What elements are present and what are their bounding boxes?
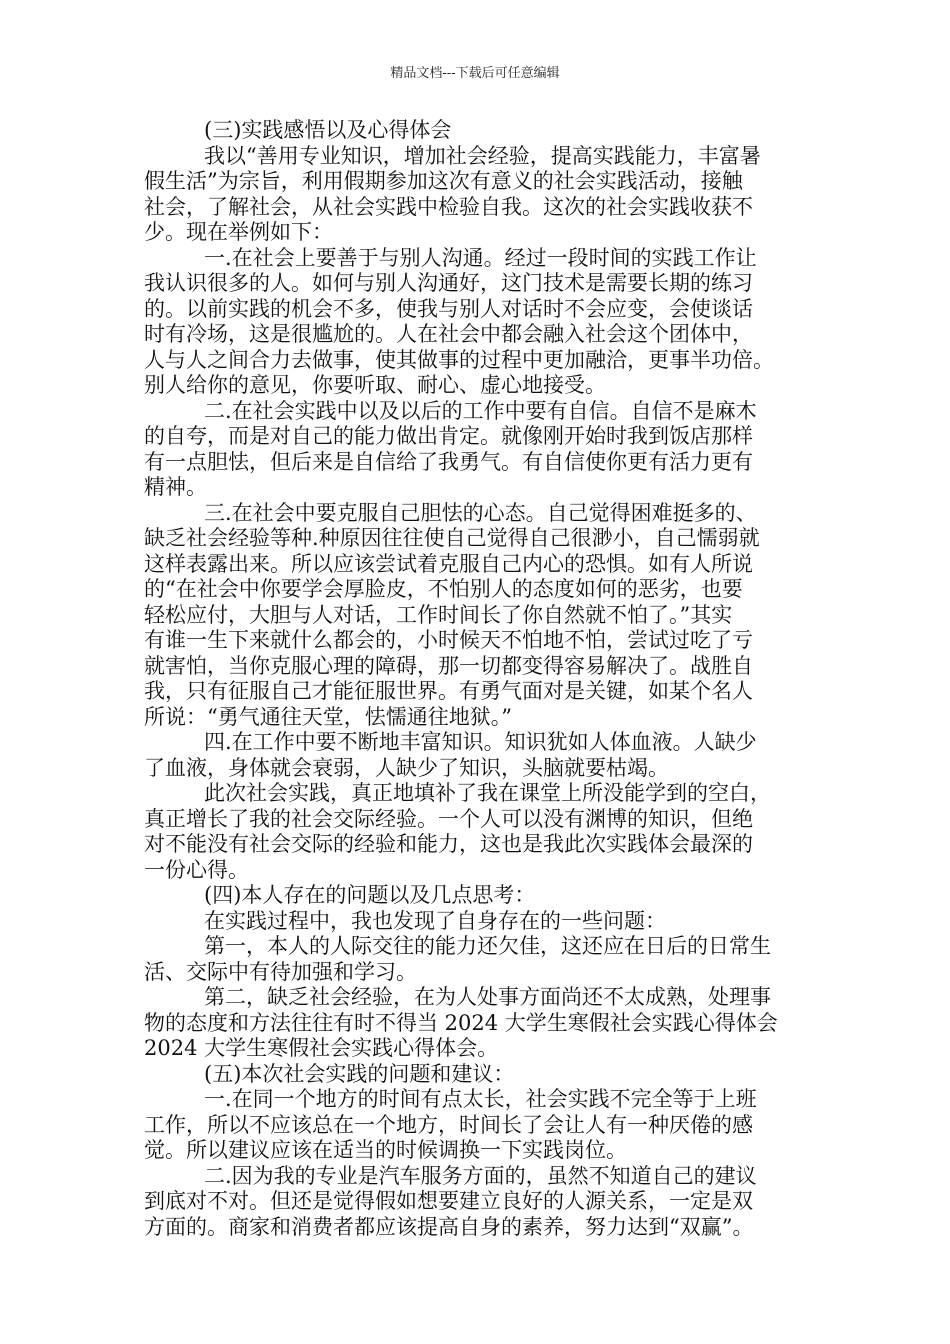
text-line: 觉。所以建议应该在适当的时候调换一下实践岗位。 bbox=[144, 1138, 627, 1162]
text-line: 的。以前实践的机会不多，使我与别人对话时不会应变，会使谈话 bbox=[144, 296, 753, 321]
text-line: 一.在同一个地方的时间有点太长，社会实践不完全等于上班 bbox=[204, 1087, 757, 1111]
text-line: 别人给你的意见，你要听取、耐心、虚心地接受。 bbox=[144, 373, 606, 397]
text-line: 所说：“勇气通往天堂，怯懦通往地狱。” bbox=[144, 704, 512, 729]
text-line: 的自夸，而是对自己的能力做出肯定。就像刚开始时我到饭店那样 bbox=[144, 424, 753, 448]
text-line: 此次社会实践，真正地填补了我在课堂上所没能学到的空白， bbox=[204, 781, 771, 805]
text-line: 二.在社会实践中以及以后的工作中要有自信。自信不是麻木 bbox=[204, 398, 757, 423]
text-line: 时有冷场，这是很尴尬的。人在社会中都会融入社会这个团体中， bbox=[144, 322, 753, 346]
text-line: 物的态度和方法往往有时不得当 2024 大学生寒假社会实践心得体会 bbox=[144, 1010, 778, 1035]
text-line: 缺乏社会经验等种.种原因往往使自己觉得自己很渺小，自己懦弱就 bbox=[144, 526, 760, 550]
text-line: 方面的。商家和消费者都应该提高自身的素养，努力达到“双赢”。 bbox=[144, 1214, 754, 1239]
text-line: 四.在工作中要不断地丰富知识。知识犹如人体血液。人缺少 bbox=[204, 730, 757, 754]
text-line: 的“在社会中你要学会厚脸皮，不怕别人的态度如何的恶劣，也要 bbox=[144, 577, 743, 601]
text-line: 我以“善用专业知识，增加社会经验，提高实践能力，丰富暑 bbox=[204, 143, 761, 168]
text-line: 工作，所以不应该总在一个地方，时间长了会让人有一种厌倦的感 bbox=[144, 1112, 753, 1137]
text-line: 一.在社会上要善于与别人沟通。经过一段时间的实践工作让 bbox=[204, 245, 757, 270]
text-line: 轻松应付，大胆与人对话，工作时间长了你自然就不怕了。”其实 bbox=[144, 602, 733, 627]
text-line: 第二，缺乏社会经验，在为人处事方面尚还不太成熟，处理事 bbox=[204, 985, 771, 1009]
text-line: 二.因为我的专业是汽车服务方面的，虽然不知道自己的建议 bbox=[204, 1163, 757, 1188]
text-line: 人与人之间合力去做事，使其做事的过程中更加融洽，更事半功倍。 bbox=[144, 347, 774, 372]
text-line: 精神。 bbox=[144, 475, 207, 499]
text-line: 真正增长了我的社会交际经验。一个人可以没有渊博的知识，但绝 bbox=[144, 806, 753, 831]
text-line: 2024 大学生寒假社会实践心得体会。 bbox=[144, 1036, 499, 1060]
text-line: (三)实践感悟以及心得体会 bbox=[204, 118, 452, 142]
text-line: 有谁一生下来就什么都会的，小时候天不怕地不怕，尝试过吃了亏 bbox=[144, 628, 753, 652]
text-line: 有一点胆怯，但后来是自信给了我勇气。有自信使你更有活力更有 bbox=[144, 449, 753, 474]
text-line: (四)本人存在的问题以及几点思考： bbox=[204, 883, 536, 907]
document-body bbox=[144, 118, 814, 1240]
text-line: 第一，本人的人际交往的能力还欠佳，这还应在日后的日常生 bbox=[204, 934, 771, 958]
text-line: 三.在社会中要克服自己胆怯的心态。自己觉得困难挺多的、 bbox=[204, 500, 757, 525]
page-header: 精品文档---下载后可任意编辑 bbox=[390, 66, 560, 81]
text-line: 了血液，身体就会衰弱，人缺少了知识，头脑就要枯竭。 bbox=[144, 755, 669, 780]
text-line: 到底对不对。但还是觉得假如想要建立良好的人源关系，一定是双 bbox=[144, 1189, 753, 1213]
text-line: 在实践过程中，我也发现了自身存在的一些问题： bbox=[204, 908, 666, 933]
text-line: 少。现在举例如下： bbox=[144, 220, 333, 244]
text-line: 社会，了解社会，从社会实践中检验自我。这次的社会实践收获不 bbox=[144, 194, 753, 219]
text-line: 一份心得。 bbox=[144, 857, 249, 882]
text-line: 我，只有征服自己才能征服世界。有勇气面对是关键，如某个名人 bbox=[144, 679, 753, 703]
text-line: 这样表露出来。所以应该尝试着克服自己内心的恐惧。如有人所说 bbox=[144, 551, 753, 576]
text-line: 我认识很多的人。如何与别人沟通好，这门技术是需要长期的练习 bbox=[144, 271, 753, 295]
text-line: 就害怕，当你克服心理的障碍，那一切都变得容易解决了。战胜自 bbox=[144, 653, 753, 678]
text-line: 活、交际中有待加强和学习。 bbox=[144, 959, 417, 984]
text-line: 对不能没有社会交际的经验和能力，这也是我此次实践体会最深的 bbox=[144, 832, 753, 856]
text-line: 假生活”为宗旨，利用假期参加这次有意义的社会实践活动，接触 bbox=[144, 169, 743, 193]
text-line: (五)本次社会实践的问题和建议： bbox=[204, 1061, 515, 1086]
